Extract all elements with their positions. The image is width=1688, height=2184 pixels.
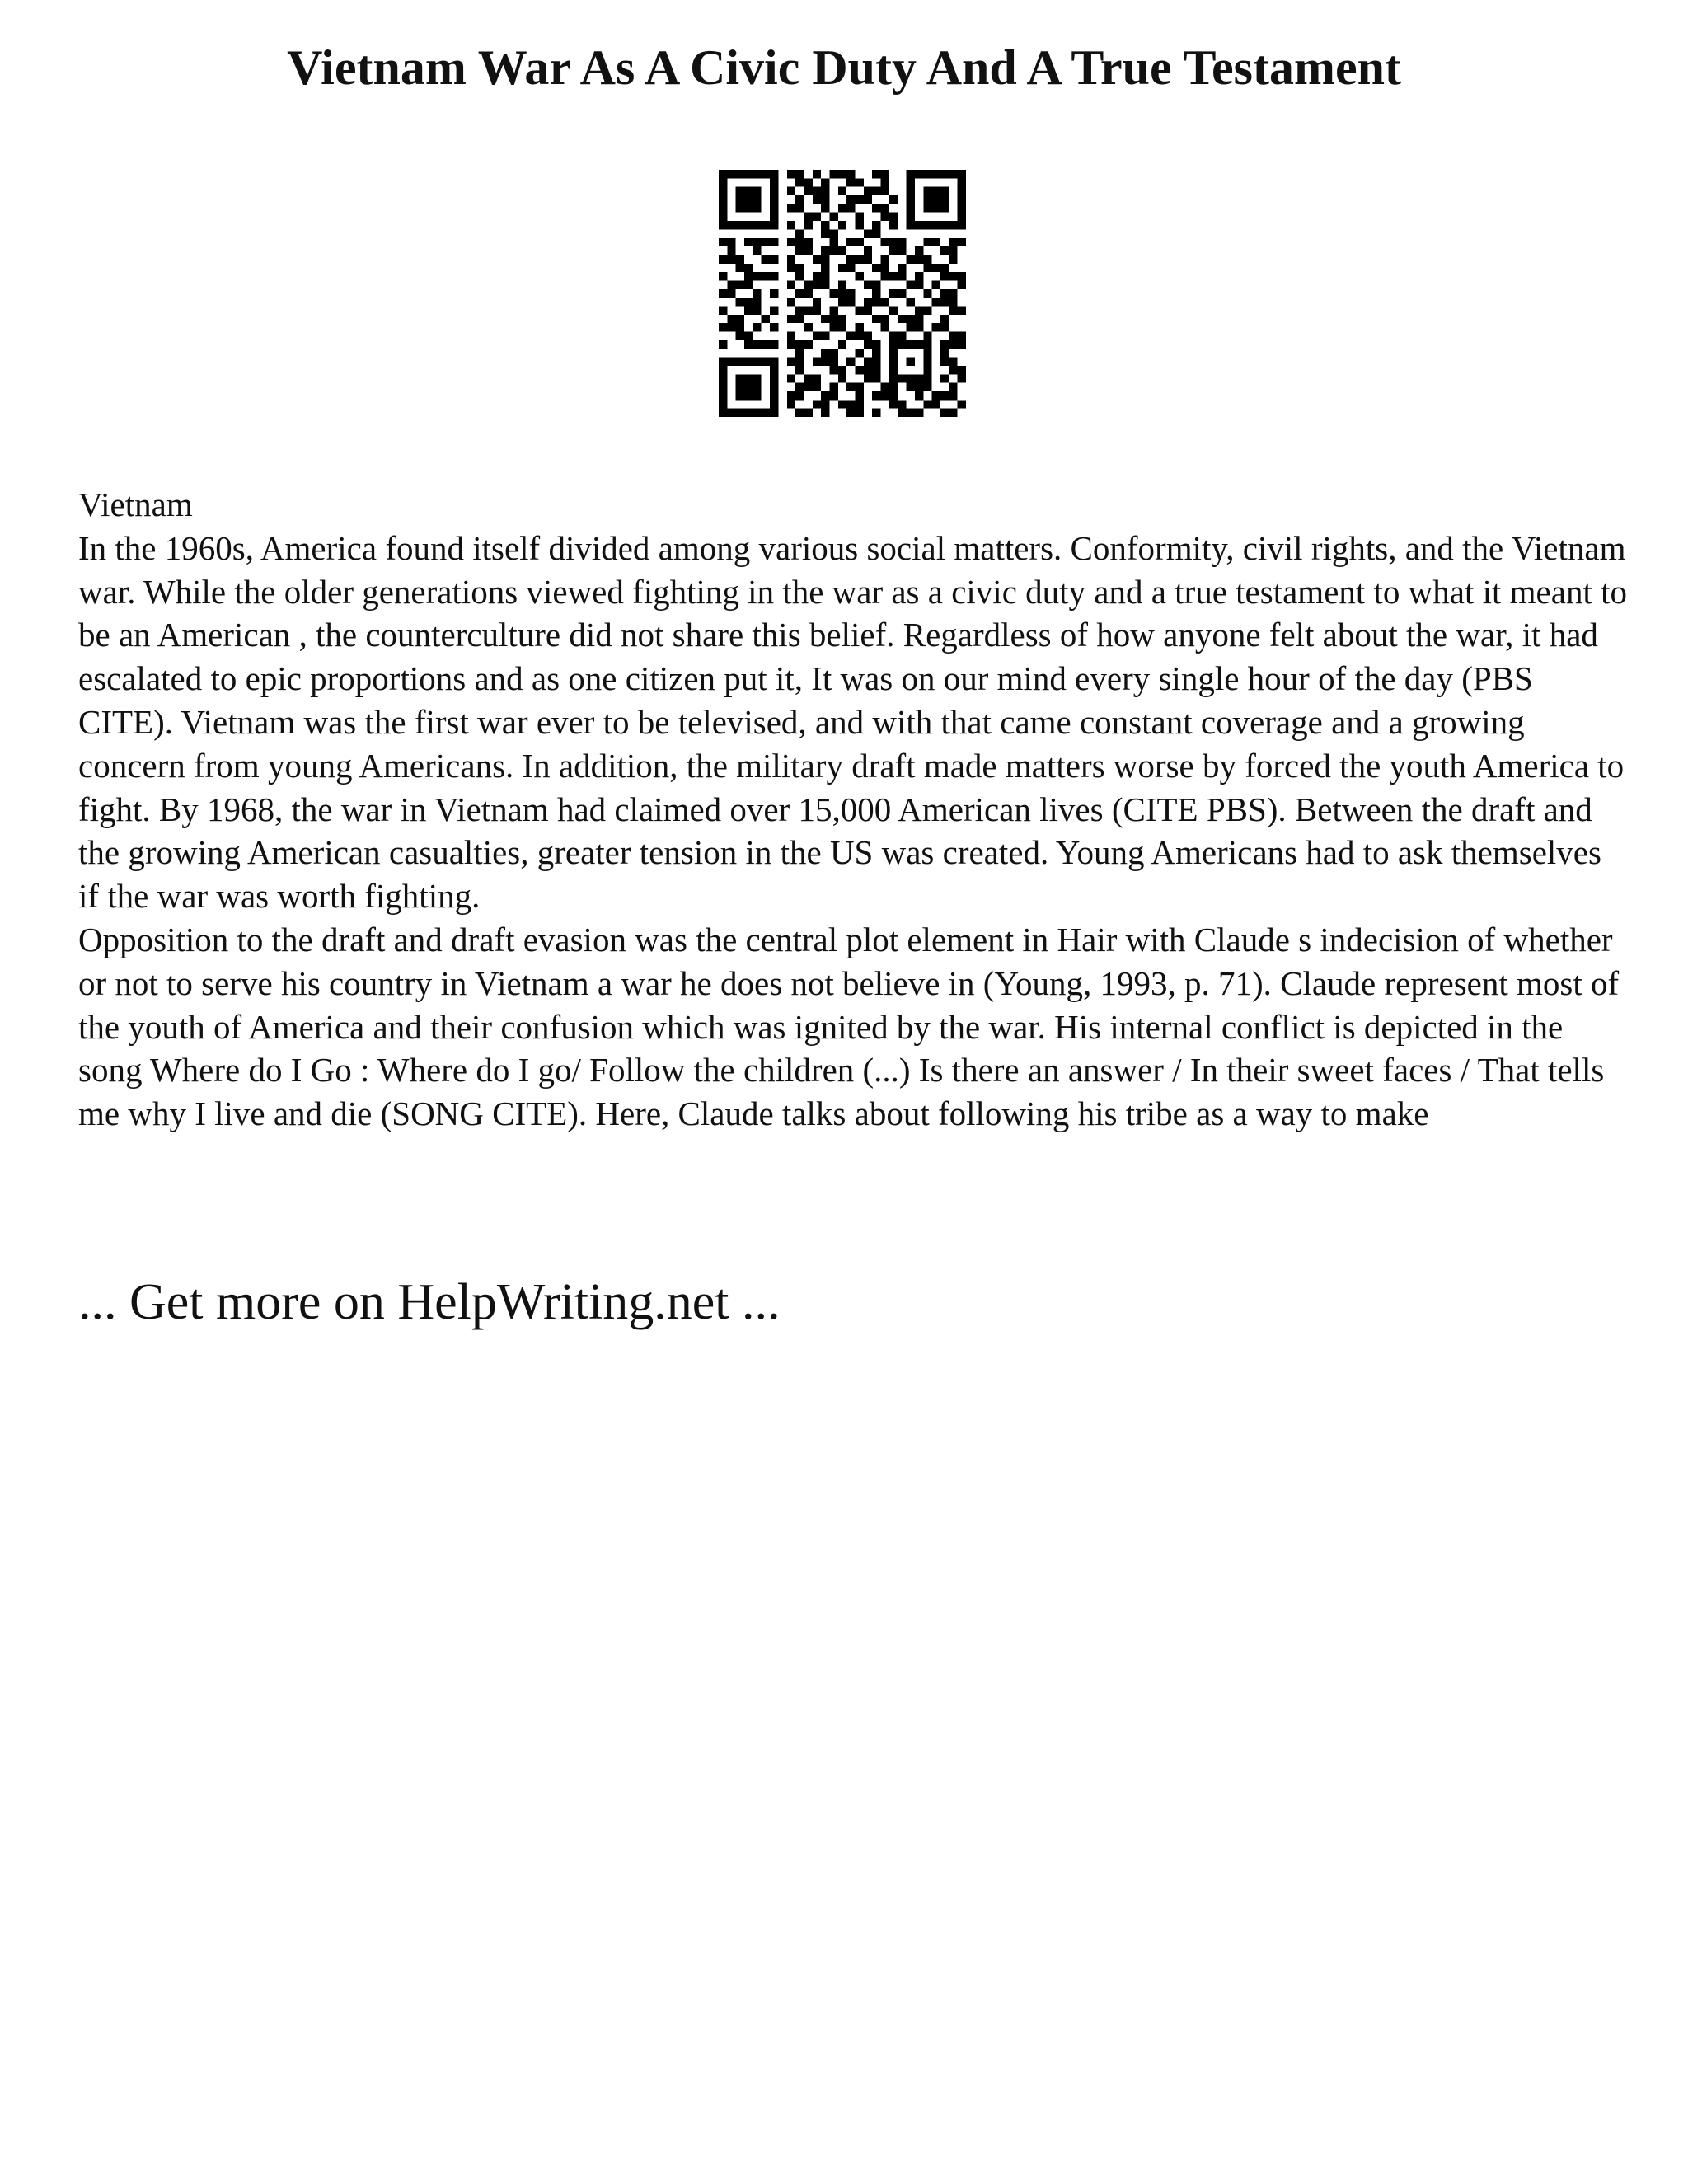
document-title: Vietnam War As A Civic Duty And A True Testament xyxy=(287,40,1401,95)
essay-body xyxy=(78,483,1628,1136)
essay-heading: Vietnam xyxy=(78,485,193,523)
essay-paragraph-1: In the 1960s, America found itself divided among various social matters. Conformity, civil rights, and the Vietnam war. While the older generations viewed fighting in the war as a civic duty and a true testament to what it meant to be an American , the counterculture did not share this belief. Regardless of how anyone felt about the war, it had escalated to epic proportions and as one citizen put it, It was on our mind every single hour of the day (PBS CITE). Vietnam was the first war ever to be televised, and with that came constant coverage and a growing concern from young Americans. In addition, the military draft made matters worse by forced the youth America to fight. By 1968, the war in Vietnam had claimed over 15,000 American lives (CITE PBS). Between the draft and the growing American casualties, greater tension in the US was created. Young Americans had to ask themselves if the war was worth fighting. xyxy=(78,528,1627,916)
get-more-link[interactable]: ... Get more on HelpWriting.net ... xyxy=(78,1274,781,1330)
essay-paragraph-2: Opposition to the draft and draft evasion was the central plot element in Hair with Claude s indecision of whether or not to serve his country in Vietnam a war he does not believe in (Young, 1993, p. 71). Claude represent most of the youth of America and their confusion which was ignited by the war. His internal conflict is depicted in the song Where do I Go : Where do I go/ Follow the children (...) Is there an answer / In their sweet faces / That tells me why I live and die (SONG CITE). Here, Claude talks about following his tribe as a way to make xyxy=(78,920,1620,1133)
qr-code-icon[interactable] xyxy=(719,170,966,417)
